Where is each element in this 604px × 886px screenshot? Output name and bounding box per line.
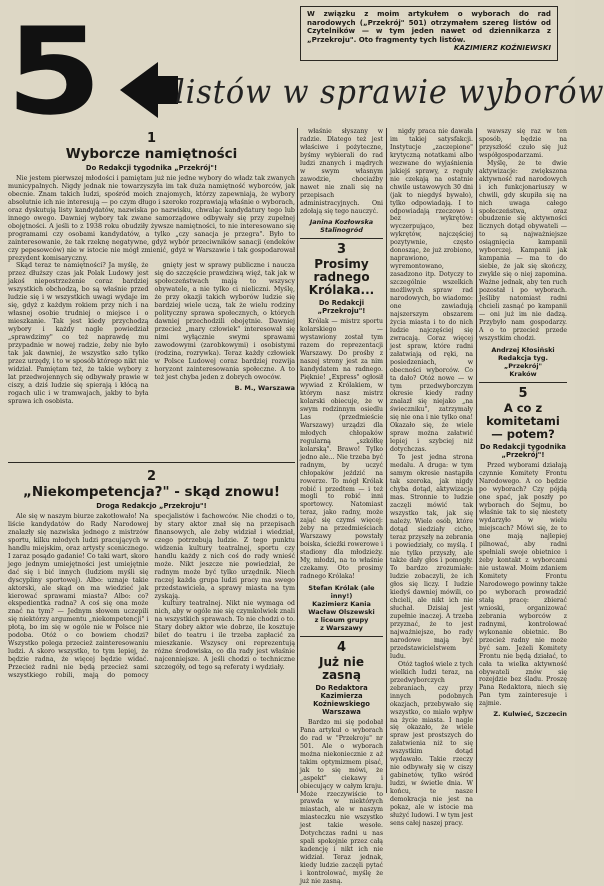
letter-paragraph: Przed wyborami działają czynnie Komitety Frontu Narodowego. A co będzie po wyborach? Czy pójdą one spać, jak poszły po wyborach do Sejmu, bo właśnie tak to się niestety wydarzyło w wielu miejscach? Mówi się, że to one mają najlepiej pilnować, aby radni spełniali swoje obietnice i żeby kontakt z wyborcami nie ustawał. Moim zdaniem Komitety Frontu Narodowego powinny także po wyborach prowadzić stałą pracę: zbierać wnioski, organizować zebrania wyborców z radnymi, kontrolować wykonanie obietnic. Bo przecież radny nie może być sam. Jeżeli Komitety Frontu nie będą działać, to cała ta wielka aktywność obywateli znów się rozejdzie bez śladu. Proszę Pana Redaktora, niech się Pan tym zainteresuje i zajmie. xyxy=(479,461,567,708)
letter-number: 5 xyxy=(518,385,528,401)
letter-salutation: Do Redaktora Kazimierza Koźniewskiego Warszawa xyxy=(313,683,370,716)
letter-signature: Stefan Królak (ale inny!) Kazimierz Kania Wacław Olszewski z liceum grupy z Warszawy xyxy=(308,583,375,632)
two-column-block xyxy=(8,513,295,680)
letter-signature: Janina Kozłowska Stalinogród xyxy=(309,218,374,235)
letter-salutation: Do Redakcji tygodnika „Przekrój"! xyxy=(85,164,218,172)
letter-1 xyxy=(8,128,295,523)
page-title: listów w sprawie wyborów xyxy=(175,72,604,111)
letter-paragraph: To jest jedna strona medalu. A druga: w tym samym okresie nastąpiła tak szeroka, jak nigdy chyba dotąd, aktywizacja mas. Stronnie to ludzie zaczęli mówić tak wszystko tak, jak się należy. Wiele osób, które dotąd siedziały cicho, teraz przyszły na zebrania i powiedziały, co myślą. I nie tylko przyszły, ale także dały głos i pomogły. To bardzo zrozumiałe: ludzie zobaczyli, że ich głos się liczy. I ludzie kiedyś dawniej mówili, co chcieli, ale nikt ich nie słuchał. Dzisiaj jest zupełnie inaczej. A trzeba przyznać, że to jest najważniejsze, bo rady narodowe mają być przedstawicielstwem ludu. xyxy=(390,454,473,660)
letter-paragraph: wawszy się raz w ten sposób, będzie na przyszłość czuło się już współgospodarzami. xyxy=(479,128,567,159)
letter-heading: Prosimy radnego Królaka... xyxy=(308,257,375,298)
column-4 xyxy=(479,128,567,793)
letter-salutation: Droga Redakcjo „Przekroju"! xyxy=(96,502,207,510)
letter-salutation: Do Redakcji „Przekroju"! xyxy=(317,299,366,316)
letter-paragraph: nigdy praca nie dawała im takiej satysfakcji. Instytucje „zaczepione" krytyczną notatkami albo wezwane do wyjaśnienia jakiejś sprawy, z reguły nie czekają na ostatnie chwile ustawowych 30 dni (jak to niegdyś bywało), tylko odpowiadają. I to odpowiadają rzeczowo i bez wykrętów: wyczerpująco, bez wykrętów, najczęściej pozytywnie, często donosząc, że już zrobiono, naprawiono, wyremontowano, zasadzono itp. Dotyczy to szczególnie wszelkich możliwych spraw rad narodowych, bo wiadomo: one zawiadują najszerszym obszarem życia miasta i to do nich ludzie najczęściej się zwracają. Coraz więcej jest spraw, które radni załatwiają od ręki, na posiedzeniach, w obecności wyborców. Co ta dało? Otóż nowe — w tym przedwyborczym okresie kiedy radny znalazł się niejako „na świeczniku", zatrzymały się nie ona i nie tylko ona! Okazało się, że wiele spraw można załatwić lepiej i szybciej niż dotychczas. xyxy=(390,128,473,454)
section-rule xyxy=(479,382,567,383)
letter-paragraph: kultury teatralnej. Nikt nie wymaga od nich, aby w ogóle nie się czymkolwiek znali na wszystkich sprawach. To nie chodzi o to. Stary dobry aktor wie dobrze, ile kosztuje bilet do teatru i ile trzeba zapłacić za mieszkanie. Wszyscy oni reprezentują różne środowiska, co dla rady jest właśnie najcenniejsze. A jeśli chodzi o techniczne szczegóły, od tego są referaty i wydziały. xyxy=(154,600,295,672)
section-rule xyxy=(300,636,383,637)
letter-paragraph: Skąd teraz te namiętności? Ja myślę, że przez dłuższy czas jak Polak Ludowy jest jakoś niepostrzeżenie coraz bardziej wszystkich obchodzą, bo są właśnie przed ludzie się i w wszystkich uwagi wydaje im się, gdyż z każdym rokiem przy nich i na własnej osobie trudniej o miejsce i o mieszkanie. Tak jest kiedy przychodzą wybory i każdy nagle powiedział „sprawdzimy" co też naprawdę mu przypadnie w nowej radzie, żeby nie było tak jak dawniej, że wszystko szło tylko przez urzędy, i to w sposób którego nikt nie widział. Pamiętam też, że takie wybory z lat przedwojennych się odbywały prawie w ciszy, a dziś ludzie się spierają i kłócą na rogach ulic i w tramwajach, jakby to była sprawa ich osobista. xyxy=(8,262,149,405)
letter-paragraph: właśnie słyszany w radzie. Dlatego też jest właściwe i pożyteczne, byśmy wybierali do rad ludzi znanych i mądrych w swym własnym zawodzie, chociażby nawet nie znali się na przepisach administracyjnych. Oni zdołają się tego nauczyć. xyxy=(300,128,383,215)
column-2 xyxy=(300,128,383,885)
letter-heading: „Niekompetencja?" - skąd znowu! xyxy=(22,484,281,500)
two-column-block xyxy=(8,262,295,405)
letter-paragraph: Otóż tagłoś wiele z tych wielkich ludzi teraz, na przedwyborczych zebraniach, czy przy innych podobnych okazjach, przebywało się wszystko, co miało wpływ na życie miasta. I nagle się okazało, że wiele spraw jest prostszych do załatwienia niż to się wszystkim dotąd wydawało. Takie rzeczy nie odbywały się w ciszy gabinetów, tylko wśród ludzi, w świetle dnia. W końcu, te nasze demokracja nie jest na pokaz, ale w istocie ma służyć ludowi. I w tym jest sens całej naszej pracy. xyxy=(390,660,473,827)
letter-paragraph: gnięty jest w sprawy publiczne i naucza się do szczęście prawdziwą więź, tak jak w społeczeństwach mają to wszyscy obywatele, a nie tylko ci nieliczni. Myślę, że przy okazji takich wyborów ludzie się bardziej wiele uczą, tak że wielu rodziny polityczny sprawa społecznych, o których dawniej przechodzili obojętnie. Dawniej przecież „mary człowiek" interesował się nimi wyłącznie swymi sprawami zawodowymi (zarobkowymi) i osobistymi (rodzina, rozrywka). Teraz każdy człowiek w Polsce Ludowej coraz bardziej rozwija horyzont zainteresowania społeczne. A to też jest chyba jeden z dobrych owoców. xyxy=(154,262,295,381)
column-divider xyxy=(476,128,477,793)
letter-number: 2 xyxy=(146,469,157,484)
letter-signature: B. M., Warszawa xyxy=(234,383,295,392)
big-number: 5 xyxy=(6,3,98,142)
column-divider xyxy=(386,128,387,793)
letter-salutation: Do Redakcji tygodnika „Przekrój"! xyxy=(480,442,566,459)
letter-signature: Z. Kulwieć, Szczecin xyxy=(493,710,567,719)
letter-number: 3 xyxy=(336,242,347,258)
section-rule xyxy=(8,462,295,463)
letter-2 xyxy=(8,466,295,794)
letter-paragraph: Ale się w naszym biurze zakotłowało! Na liście kandydatów do Rady Narodowej znalazły się nazwiska jednego z mistrzów sportu, kilku młodych ludzi pracujących w handlu miejskim, oraz artysty scenicznego. I zaraz posądo gadanie! Co taki wart, skoro jego jednym umiejętności jest umiejętnie dać się i bić innych (ludziom myśli się dyscypliny sportowej). Albo: uznaje takie aktorski, ale skąd on ma wiedzieć jak kierować sprawami miasta? Albo: co? ekspedientka radna? A coś się ona może znać na tym? — Jednym słowem uczepili się niektórzy argumentu „niekompetencji" i płotą, bo im się w ogóle nie w Polsce nie podoba. Otóż o co bowiem chodzi? Wszystko polega przecież zainteresowaniu ludzi. A skoro wszystko, to tym lepiej, że będzie radna, że więcej będzie widać. Przecież radni nie będą przecież sami wszystkiego robili, mają do pomocy specjalistów i fachowców. Nie chodzi o to, by stary aktor znał się na przepisach finansowych, ale żeby widział i wiedział, czego potrzebują ludzie. Z tego punktu widzenia kultury teatralnej, sportu czy handlu każdy z nich coś do rady wnieść może. Nikt jeszcze nie powiedział, że radnym może być tylko urzędnik. Niech raczej każda grupa ludzi pracy ma swego przedstawiciela, a sprawy miasta na tym zyskają. xyxy=(8,513,295,680)
column-divider xyxy=(297,128,298,793)
letter-heading: Wyborcze namiętności xyxy=(65,146,238,162)
letter-heading: A co z komitetami — potem? xyxy=(486,400,560,441)
letter-number: 4 xyxy=(336,639,347,655)
letter-number: 1 xyxy=(146,131,157,146)
section-rule xyxy=(300,238,383,239)
letter-paragraph: Królak — mistrz sportu kolarskiego — wystawiony został tym razem do reprezentacji Warszawy. Do prośby z naszej strony jest za nim kandydatem na radnego. Pięknie! „Express" ogłosił wywiad z Królakiem, w którym nasz mistrz kolarski obiecuje, że w swym rodzinnym osiedlu Las (przedmieście Warszawy) urządzi dla młodych chłopaków regularną „szkółkę kolarską". Brawo! Tylko jedno ale... Nie trzeba być radnym, by uczyć chłopaków jeździć na rowerze. To mógł Królak robić i przedtem — i też mogli to robić inni sportowcy. Natomiast teraz, jako radny, może zająć się czymś więcej: żeby na przedmieściach Warszawy powstały boiska, ścieżki rowerowe i stadiony dla młodzieży. My, młodzi, na to właśnie czekamy. Oto prosimy radnego Królaka! xyxy=(300,318,383,580)
intro-text: W związku z moim artykułem o wyborach do rad narodowych („Przekrój" 501) otrzymałem szereg listów od Czytelników — w tym jeden nawet od dziennikarza z „Przekroju". Oto fragmenty tych listów. xyxy=(307,9,551,44)
column-3 xyxy=(390,128,473,827)
intro-signature: KAZIMIERZ KOŹNIEWSKI xyxy=(453,43,551,53)
letter-heading: Już nie zasną xyxy=(319,654,364,682)
letter-paragraph: Myślę, że te dwie aktywizacje: zwiększona aktywność rad narodowych i ich funkcjonariuszy w chwili, gdy skupiła się na nich uwaga całego społeczeństwa, oraz obudzenie się aktywności licznych dotąd obywateli — to są najważniejsze osiągnięcia kampanii wyborczej. Kampanii jak kampania — ma to do siebie, że jak się skończy, zwykle się o niej zapomina. Ważne jednak, aby ten ruch pozostał i po wyborach. Jeśliby natomiast radni chcieli zasnąć po kampanii — oni już im nie dadzą. Przybyło nam gospodarzy. A o to przecież przede wszystkim chodzi. xyxy=(479,159,567,342)
letter-signature: Andrzej Kłosiński Redakcja tyg. „Przekrój" Kraków xyxy=(491,345,555,378)
letter-paragraph: Bardzo mi się podobał Pana artykuł o wyborach do rad w "Przekroju" nr 501. Ale o wyborach można niekoniecznie z aż takim optymizmem pisać, jak to się mówi, że „aspekt" ciekawy i obiecujący w całym kraju. Może rzeczywiście to prawda w niektórych miastach, ale w naszym miasteczku nie wszystko jest takie wesołe. Dotychczas radni u nas spali spokojnie przez całą kadencję i nikt ich nie widział. Teraz jednak, kiedy ludzie zaczęli pytać i kontrolować, myślę że już nie zasną. xyxy=(300,718,383,885)
intro-box xyxy=(300,6,558,61)
letter-paragraph: Nie jestem pierwszej młodości i pamiętam już nie jedne wybory do władz tak zwanych municypalnych. Nigdy jednak nie towarzyszyła im tak duża namiętność wyborców, jak obecnie. Znam takich ludzi, spośród moich znajomych, którzy zapewniają, że wybory absolutnie ich nie interesują — po czym długo i szeroko rozprawiają właśnie o wyborach, oraz dyskutują listy kandydatów, nazwiska po nazwisku, chwaląc kandydatury tego lub innego owego. Dawniej wybory tak zwane samorządowe odbywały się przy zupełnej obojętności. A jeśli to z 1938 roku obudziły żywsze namiętności, to nie interesowano się programami czy osobami kandydatów, a tylko „czy sanacja je przegra". Było to zainteresowanie, że tak rzeknę negatywne, gdyż wybór przeciwników sanacji (endeków czy pepesowców) nie w istocie nie mógł zmienić, gdyż w Warszawie i tak gospodarował prezydent komisaryczny. xyxy=(8,175,295,262)
